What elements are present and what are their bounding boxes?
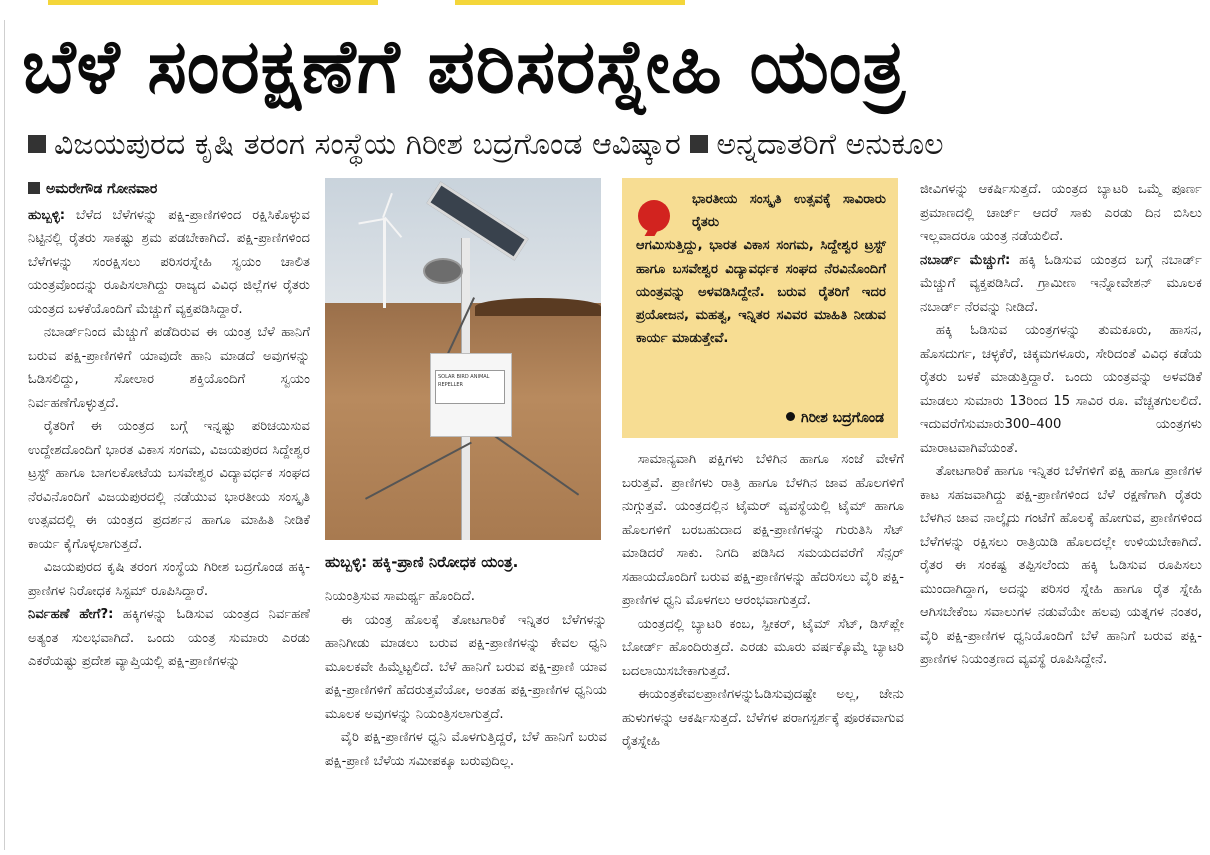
paragraph: ಈ ಯಂತ್ರ ಹೊಲಕ್ಕೆ ತೋಟಗಾರಿಕೆ ಇನ್ನಿತರ ಬೆಳೆಗಳನ್ನು ಹಾನಿಗೀಡು ಮಾಡಲು ಬರುವ ಪಕ್ಷಿ-ಪ್ರಾಣಿಗಳನ್ನು ಕೇವಲ ಧ್ವನಿ ಮೂಲಕವೇ ಹಿಮ್ಮೆಟ್ಟಲಿದೆ. ಬೆಳೆ ಹಾನಿಗೆ ಬರುವ ಪಕ್ಷಿ-ಪ್ರಾಣಿ ಯಾವ ಪಕ್ಷಿ-ಪ್ರಾಣಿಗಳಿಗೆ ಹೆದರುತ್ತವೆಯೋ, ಅಂತಹ ಪಕ್ಷಿ-ಪ್ರಾಣಿಗಳ ಧ್ವನಿಯ ಮೂಲಕ ಅವುಗಳನ್ನು ನಿಯಂತ್ರಿಸಲಾಗುತ್ತದೆ. (325, 612, 607, 722)
quote-text-rest: ಆಗಮಿಸುತ್ತಿದ್ದು, ಭಾರತ ವಿಕಾಸ ಸಂಗಮ, ಸಿದ್ದೇಶ್ವರ ಟ್ರಸ್ಟ್ ಹಾಗೂ ಬಸವೇಶ್ವರ ವಿದ್ಯಾವರ್ಧಕ ಸಂಘದ ನೆರವಿನೊಂದಿಗೆ ಯಂತ್ರವನ್ನು ಅಳವಡಿಸಿದ್ದೇನೆ. ಬರುವ ರೈತರಿಗೆ ಇದರ ಪ್ರಯೋಜನ, ಮಹತ್ವ, ಇನ್ನಿತರ ಸವಿವರ ಮಾಹಿತಿ ನೀಡುವ ಕಾರ್ಯ ಮಾಡುತ್ತೇವೆ. (636, 238, 886, 347)
subhead-part-2: ಅನ್ನದಾತರಿಗೆ ಅನುಕೂಲ (716, 127, 944, 162)
section-lead: ನಿರ್ವಹಣೆ ಹೇಗೆ?: (28, 607, 114, 622)
paragraph-text: ಹಕ್ಕಿಗಳನ್ನು ಓಡಿಸುವ ಯಂತ್ರದ ನಿರ್ವಹಣೆ ಅತ್ಯಂತ ಸುಲಭವಾಗಿದೆ. ಒಂದು ಯಂತ್ರ ಸುಮಾರು ಎರಡು ಎಕರೆಯಷ್ಟು ಪ್ರದೇಶ ವ್ಯಾಪ್ತಿಯಲ್ಲಿ ಪಕ್ಷಿ-ಪ್ರಾಣಿಗಳನ್ನು (28, 607, 310, 669)
column-4 (920, 178, 1202, 850)
article-subheadline (28, 120, 1204, 170)
paragraph: ಜೀವಿಗಳನ್ನು ಆಕರ್ಷಿಸುತ್ತದೆ. ಯಂತ್ರದ ಬ್ಯಾಟರಿ ಒಮ್ಮೆ ಪೂರ್ಣ ಪ್ರಮಾಣದಲ್ಲಿ ಚಾರ್ಜ್ ಆದರೆ ಸಾಕು ಎರಡು ದಿನ ಬಿಸಿಲು ಇಲ್ಲವಾದರೂ ಯಂತ್ರ ನಡೆಯಲಿದೆ. (920, 182, 1202, 244)
quote-author-name: ಗಿರೀಶ ಬದ್ರಗೊಂಡ (801, 410, 884, 426)
paragraph: ವಿಜಯಪುರದ ಕೃಷಿ ತರಂಗ ಸಂಸ್ಥೆಯ ಗಿರೀಶ ಬದ್ರಗೊಂಡ ಹಕ್ಕಿ-ಪ್ರಾಣಿಗಳ ನಿರೋಧಕ ಸಿಸ್ಟಮ್ ರೂಪಿಸಿದ್ದಾರೆ. (28, 560, 310, 599)
quote-text-first: ಭಾರತೀಯ ಸಂಸ್ಕೃತಿ ಉತ್ಸವಕ್ಕೆ ಸಾವಿರಾರು ರೈತರು (692, 192, 886, 231)
paragraph (28, 204, 310, 322)
speaker-horn (423, 258, 463, 284)
column-1 (28, 178, 310, 850)
square-bullet-icon (690, 135, 708, 153)
column-2 (325, 585, 607, 850)
quote-text (636, 188, 886, 350)
article-photo (325, 178, 601, 540)
quote-box (622, 178, 898, 438)
article-headline: ಬೆಳೆ ಸಂರಕ್ಷಣೆಗೆ ಪರಿಸರಸ್ನೇಹಿ ಯಂತ್ರ (22, 24, 906, 110)
page-edge-rule (4, 20, 5, 850)
paragraph-text: ಹಕ್ಕಿ ಓಡಿಸುವ ಯಂತ್ರದ ಬಗ್ಗೆ ನಬಾರ್ಡ್ ಮೆಚ್ಚುಗೆ ವ್ಯಕ್ತಪಡಿಸಿದೆ. ಗ್ರಾಮೀಣ ಇನ್ನೋವೇಶನ್ ಮೂಲಕ ನಬಾರ್ಡ್ ನೆರವನ್ನು ನೀಡಿದೆ. (920, 252, 1202, 315)
top-color-strip (0, 0, 1210, 8)
paragraph: ನಿಯಂತ್ರಿಸುವ ಸಾಮರ್ಥ್ಯ ಹೊಂದಿದೆ. (325, 589, 475, 604)
paragraph: ವೈರಿ ಪಕ್ಷಿ-ಪ್ರಾಣಿಗಳ ಧ್ವನಿ ಮೊಳಗುತ್ತಿದ್ದರೆ, ಬೆಳೆ ಹಾನಿಗೆ ಬರುವ ಪಕ್ಷಿ-ಪ್ರಾಣಿ ಬೆಳೆಯ ಸಮೀಪಕ್ಕೂ ಬರುವುದಿಲ್ಲ. (325, 730, 607, 769)
bullet-dot-icon (786, 412, 795, 421)
yellow-tab-right (455, 0, 685, 5)
quote-mark-icon (638, 200, 670, 232)
paragraph: ಹಕ್ಕಿ ಓಡಿಸುವ ಯಂತ್ರಗಳನ್ನು ತುಮಕೂರು, ಹಾಸನ, ಹೊಸದುರ್ಗ, ಚಳ್ಳಕೆರೆ, ಚಿಕ್ಕಮಗಳೂರು, ಸೇರಿದಂತೆ ವಿವಿಧ ಕಡೆಯ ರೈತರು ಬಳಕೆ ಮಾಡುತ್ತಿದ್ದಾರೆ. ಒಂದು ಯಂತ್ರವನ್ನು ಅಳವಡಿಕೆ ಮಾಡಲು ಸುಮಾರು 13ರಿಂದ 15 ಸಾವಿರ ರೂ. ವೆಚ್ಚತಗುಲಲಿದೆ. ಇದುವರೆಗೆಸುಮಾರು300–400 ಯಂತ್ರಗಳು ಮಾರಾಟವಾಗಿವೆಯಂತೆ. (920, 323, 1202, 456)
paragraph: ತೋಟಗಾರಿಕೆ ಹಾಗೂ ಇನ್ನಿತರ ಬೆಳೆಗಳಿಗೆ ಪಕ್ಷಿ ಹಾಗೂ ಪ್ರಾಣಿಗಳ ಕಾಟ ಸಹಜವಾಗಿದ್ದು ಪಕ್ಷಿ-ಪ್ರಾಣಿಗಳಿಂದ ಬೆಳೆ ರಕ್ಷಣೆಗಾಗಿ ರೈತರು ಬೆಳಗಿನ ಜಾವ ನಾಲ್ಕೈದು ಗಂಟೆಗೆ ಹೊಲಕ್ಕೆ ಹೋಗುವ, ಪ್ರಾಣಿಗಳಿಂದ ಬೆಳೆಗಳನ್ನು ರಕ್ಷಿಸಲು ರಾತ್ರಿಯಿಡಿ ಹೊಲದಲ್ಲೇ ಉಳಿಯಬೇಕಾಗಿದೆ. ರೈತರ ಈ ಸಂಕಷ್ಟ ತಪ್ಪಿಸಲೆಂದು ಹಕ್ಕಿ ಓಡಿಸುವ ರೂಪಿಸಲು ಮುಂದಾಗಿದ್ದಾಗ, ಅದನ್ನು ಪರಿಸರ ಸ್ನೇಹಿ ಹಾಗೂ ರೈತ ಸ್ನೇಹಿ ಆಗಿಸಬೇಕೆಂಬ ಸವಾಲುಗಳ ನಡುವೆಯೇ ಹಲವು ಯತ್ನಗಳ ನಂತರ, ವೈರಿ ಪಕ್ಷಿ-ಪ್ರಾಣಿಗಳ ಧ್ವನಿಯೊಂದಿಗೆ ಬೆಳೆ ಹಾನಿಗೆ ಬರುವ ಪಕ್ಷಿ-ಪ್ರಾಣಿಗಳ ನಿಯಂತ್ರಣದ ವ್ಯವಸ್ಥೆ ರೂಪಿಸಿದ್ದೇನೆ. (920, 464, 1202, 667)
paragraph (28, 603, 310, 674)
wind-turbine (383, 218, 386, 308)
paragraph: ನಬಾರ್ಡ್‌ನಿಂದ ಮೆಚ್ಚುಗೆ ಪಡೆದಿರುವ ಈ ಯಂತ್ರ ಬೆಳೆ ಹಾನಿಗೆ ಬರುವ ಪಕ್ಷಿ-ಪ್ರಾಣಿಗಳಿಗೆ ಯಾವುದೇ ಹಾನಿ ಮಾಡದೆ ಅವುಗಳನ್ನು ಓಡಿಸಲಿದ್ದು, ಸೋಲಾರ ಶಕ್ತಿಯೊಂದಿಗೆ ಸ್ವಯಂ ನಿರ್ವಹಣೆಗೊಳ್ಳುತ್ತದೆ. (28, 325, 310, 411)
byline-author: ಅಮರೇಗೌಡ ಗೋನವಾರ (46, 181, 158, 197)
yellow-tab-left (48, 0, 378, 5)
paragraph: ರೈತರಿಗೆ ಈ ಯಂತ್ರದ ಬಗ್ಗೆ ಇನ್ನಷ್ಟು ಪರಿಚಯಿಸುವ ಉದ್ದೇಶದೊಂದಿಗೆ ಭಾರತ ವಿಕಾಸ ಸಂಗಮ, ವಿಜಯಪುರದ ಸಿದ್ದೇಶ್ವರ ಟ್ರಸ್ಟ್ ಹಾಗೂ ಬಾಗಲಕೋಟೆಯ ಬಸವೇಶ್ವರ ವಿದ್ಯಾವರ್ಧಕ ಸಂಘದ ನೆರವಿನೊಂದಿಗೆ ವಿಜಯಪುರದಲ್ಲಿ ನಡೆಯುವ ಭಾರತೀಯ ಸಂಸ್ಕೃತಿ ಉತ್ಸವದಲ್ಲಿ ಈ ಯಂತ್ರದ ಪ್ರದರ್ಶನ ಹಾಗೂ ಮಾಹಿತಿ ನೀಡಿಕೆ ಕಾರ್ಯ ಕೈಗೊಳ್ಳಲಾಗುತ್ತದೆ. (28, 419, 310, 552)
paragraph (920, 249, 1202, 320)
paragraph-text: ಬೆಳೆದ ಬೆಳೆಗಳನ್ನು ಪಕ್ಷಿ-ಪ್ರಾಣಿಗಳಿಂದ ರಕ್ಷಿಸಿಕೊಳ್ಳುವ ನಿಟ್ಟಿನಲ್ಲಿ ರೈತರು ಸಾಕಷ್ಟು ಶ್ರಮ ಪಡಬೇಕಾಗಿದೆ. ಪಕ್ಷಿ-ಪ್ರಾಣಿಗಳಿಂದ ಬೆಳೆಗಳನ್ನು ಸಂರಕ್ಷಿಸಲು ಪರಿಸರಸ್ನೇಹಿ ಸ್ವಯಂ ಚಾಲಿತ ಯಂತ್ರವೊಂದನ್ನು ರೂಪಿಸಲಾಗಿದ್ದು ರಾಜ್ಯದ ವಿವಿಧ ಜಿಲ್ಲೆಗಳ ರೈತರು ಯಂತ್ರದ ಬಳಕೆಯೊಂದಿಗೆ ಮೆಚ್ಚುಗೆ ವ್ಯಕ್ತಪಡಿಸಿದ್ದಾರೆ. (28, 207, 310, 317)
paragraph: ಈಯಂತ್ರಕೇವಲಪ್ರಾಣಿಗಳನ್ನುಓಡಿಸುವುದಷ್ಟೇ ಅಲ್ಲ, ಜೇನು ಹುಳುಗಳನ್ನು ಆಕರ್ಷಿಸುತ್ತದೆ. ಬೆಳೆಗಳ ಪರಾಗಸ್ಪರ್ಶಕ್ಕೆ ಪೂರಕವಾಗುವ ರೈತಸ್ನೇಹಿ (622, 687, 904, 749)
device-label: SOLAR BIRD ANIMAL REPELLER (435, 370, 505, 404)
quote-author (786, 410, 884, 426)
photo-caption: ಹುಬ್ಬಳ್ಳಿ: ಹಕ್ಕಿ-ಪ್ರಾಣಿ ನಿರೋಧಕ ಯಂತ್ರ. (325, 553, 519, 571)
byline (28, 178, 310, 202)
paragraph: ಯಂತ್ರದಲ್ಲಿ ಬ್ಯಾಟರಿ ಕಂಬ, ಸ್ಪೀಕರ್, ಟೈಮ್ ಸೆಟ್, ಡಿಸ್‌ಪ್ಲೇ ಬೋರ್ಡ್ ಹೊಂದಿರುತ್ತದೆ. ಎರಡು ಮೂರು ವರ್ಷಕ್ಕೊಮ್ಮೆ ಬ್ಯಾಟರಿ ಬದಲಾಯಿಸಬೇಕಾಗುತ್ತದೆ. (622, 616, 904, 679)
dateline: ಹುಬ್ಬಳ್ಳಿ: (28, 207, 66, 223)
square-bullet-icon (28, 182, 40, 194)
paragraph: ಸಾಮಾನ್ಯವಾಗಿ ಪಕ್ಷಿಗಳು ಬೆಳಿಗಿನ ಹಾಗೂ ಸಂಜೆ ವೇಳೆಗೆ ಬರುತ್ತವೆ. ಪ್ರಾಣಿಗಳು ರಾತ್ರಿ ಹಾಗೂ ಬೆಳಗಿನ ಜಾವ ಹೊಲಗಳಿಗೆ ನುಗ್ಗುತ್ತವೆ. ಯಂತ್ರದಲ್ಲಿನ ಟೈಮರ್ ವ್ಯವಸ್ಥೆಯಲ್ಲಿ ಟೈಮ್ ಹಾಗೂ ಹೊಲಗಳಿಗೆ ಬರಬಹುದಾದ ಪಕ್ಷಿ-ಪ್ರಾಣಿಗಳನ್ನು ಗುರುತಿಸಿ ಸೆಟ್ ಮಾಡಿದರೆ ಸಾಕು. ನಿಗದಿ ಪಡಿಸಿದ ಸಮಯದವರೆಗೆ ಸೆನ್ಸರ್ ಸಹಾಯದೊಂದಿಗೆ ಬರುವ ಪಕ್ಷಿ-ಪ್ರಾಣಿಗಳನ್ನು ಹೆದರಿಸಲು ವೈರಿ ಪಕ್ಷಿ-ಪ್ರಾಣಿಗಳ ಧ್ವನಿ ಮೊಳಗಲು ಆರಂಭವಾಗುತ್ತದೆ. (622, 452, 904, 608)
column-3 (622, 448, 904, 850)
subhead-part-1: ವಿಜಯಪುರದ ಕೃಷಿ ತರಂಗ ಸಂಸ್ಥೆಯ ಗಿರೀಶ ಬದ್ರಗೊಂಡ ಆವಿಷ್ಕಾರ (54, 127, 681, 162)
section-lead: ನಬಾರ್ಡ್ ಮೆಚ್ಚುಗೆ: (920, 252, 1011, 268)
soil-mound (475, 298, 601, 316)
square-bullet-icon (28, 135, 46, 153)
